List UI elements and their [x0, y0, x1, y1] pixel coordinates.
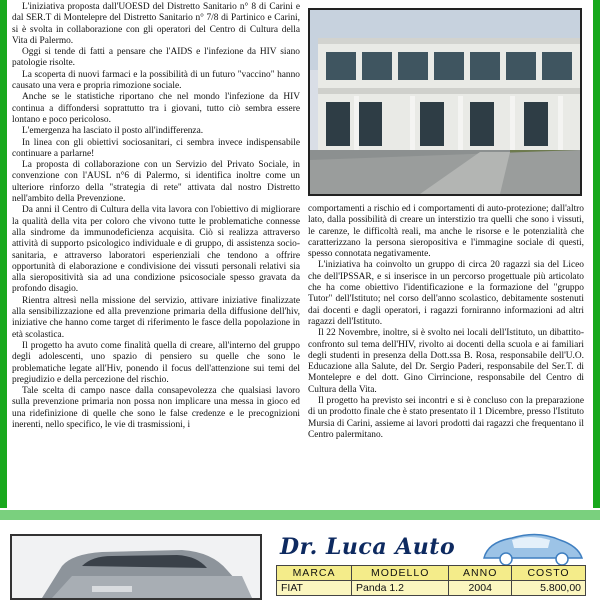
table-cell: 2004: [449, 581, 512, 596]
table-cell: 5.800,00: [512, 581, 586, 596]
school-building-picture: [310, 10, 580, 194]
paragraph: La proposta di collaborazione con un Servizio del Privato Sociale, in convenzione con l'AUSL n°6 di Palermo, si identifica inoltre come un ulteriore rinforzo della "strategia di rete" attivata dal nostro Distretto nell'ambito della Prevenzione.: [12, 160, 300, 205]
paragraph: Il progetto ha avuto come finalità quella di creare, all'interno del gruppo degli adolescenti, uno spazio di pensiero su quelle che sono le problematiche legate all'Hiv, ponendo il focus dell'attenzione sui temi del pregiudizio e della percezione del rischio.: [12, 340, 300, 385]
column-header: ANNO: [449, 566, 512, 581]
right-green-band: [593, 0, 600, 508]
article-left-column: [12, 2, 300, 431]
paragraph: L'iniziativa ha coinvolto un gruppo di circa 20 ragazzi sia del Liceo che dell'IPSSAR, e si inserisce in un percorso progettuale più articolato che ha come obiettivo l'identificazione e la formazione del "gruppo Tutor" dell'Istituto; nel corso dell'anno scolastico, debitamente sostenuti dai docenti e dagli operatori, i ragazzi forniranno informazioni ad altri ragazzi dell'Istituto.: [308, 260, 584, 327]
car-picture: [12, 536, 260, 598]
paragraph: Tale scelta di campo nasce dalla consapevolezza che qualsiasi lavoro sulla prevenzione primaria non possa non implicare una messa in gioco ed una ridefinizione di quelle che sono le false credenze e le precognizioni inerenti, nello specifico, le vie di trasmissioni, i: [12, 386, 300, 430]
car-photo: [10, 534, 262, 600]
paragraph: Da anni il Centro di Cultura della vita lavora con l'obiettivo di migliorare la qualità della vita per coloro che vivono tutte le problematiche connesse alla sindrome da immunodeficienza acquisita. Ciò si realizza attraverso attività di supporto psicologico individuale e di gruppo, di assistenza socio-sanitaria, e attraverso laboratori esperienziali che tendono a offrire opportunità di elaborazione e condivisione dei vissuti personali relativi sia alla sieropositività sia ad una condizione psicosociale spesso gravata da profondo disagio.: [12, 205, 300, 295]
table-header-row: [277, 566, 586, 581]
paragraph: L'emergenza ha lasciato il posto all'indifferenza.: [22, 126, 204, 137]
paragraph: In linea con gli obiettivi sociosanitari, ci sembra invece indispensabile continuare a parlarne!: [12, 137, 300, 159]
paragraph: L'iniziativa proposta dall'UOESD del Distretto Sanitario n° 8 di Carini e dal SER.T di Montelepre del Distretto Sanitario n° 7/8 di Partinico e Carini, si è svolta in collaborazione con gli operatori del Centro di Cultura della Vita di Palermo.: [12, 2, 300, 46]
article-right-column: [308, 204, 584, 441]
left-green-band: [0, 0, 7, 508]
paragraph: La scoperta di nuovi farmaci e la possibilità di un futuro "vaccino" hanno causato una vera e propria rimozione sociale.: [12, 69, 300, 92]
paragraph: Rientra altresì nella missione del servizio, attivare iniziative finalizzate alla sensibilizzazione ed alla prevenzione primaria della diffusione dell'hiv, iniziative che hanno come target di riferimento le fasce della popolazione in età scolastica.: [12, 295, 300, 340]
column-header: MARCA: [277, 566, 352, 581]
table-row: [277, 581, 586, 596]
price-table: [276, 565, 586, 596]
dealer-logo-title: Dr. Luca Auto: [280, 534, 456, 560]
column-header: MODELLO: [352, 566, 449, 581]
column-header: COSTO: [512, 566, 586, 581]
paragraph: Il 22 Novembre, inoltre, si è svolto nei locali dell'Istituto, un dibattito-confronto sul tema dell'HIV, rivolto ai docenti della scuola e ai familiari degli studenti in presenza della Dott.ssa B. Rosa, responsabile dell'U.O. Educazione alla Salute, del Dr. Sergio Paderi, responsabile del Ser.T. di Montelepre e del dott. Gino Cirrincione, responsabile del Centro di Cultura della Vita.: [308, 328, 584, 395]
paragraph: Il progetto ha previsto sei incontri e si è concluso con la preparazione di un prodotto finale che è stato presentato il 1 Dicembre, presso l'Istituto Mursia di Carini, assieme ai lavori prodotti dai ragazzi che frequentano il Centro palermitano.: [308, 396, 584, 440]
paragraph: comportamenti a rischio ed i comportamenti di auto-protezione; dall'altro lato, dalla possibilità di creare un interstizio tra quelli che sono i vissuti, le carenze, le difficoltà reali, ma anche le risorse e le potenzialità che caratterizzano la persona sieropositiva e l'immagine sociale di questi, spesso connotata negativamente.: [308, 204, 584, 260]
section-divider: [0, 510, 600, 520]
car-logo-icon: [478, 528, 588, 566]
school-building-photo: [308, 8, 582, 196]
table-cell: FIAT: [277, 581, 352, 596]
table-cell: Panda 1.2: [352, 581, 449, 596]
paragraph: Anche se le statistiche riportano che nel mondo l'infezione da HIV continua a diffondersi soprattutto tra i giovani, tutto ciò sembra essere lontano e poco pericoloso.: [12, 92, 300, 125]
paragraph: Oggi si tende di fatti a pensare che l'AIDS e l'infezione da HIV siano patologie risolte.: [12, 47, 300, 69]
